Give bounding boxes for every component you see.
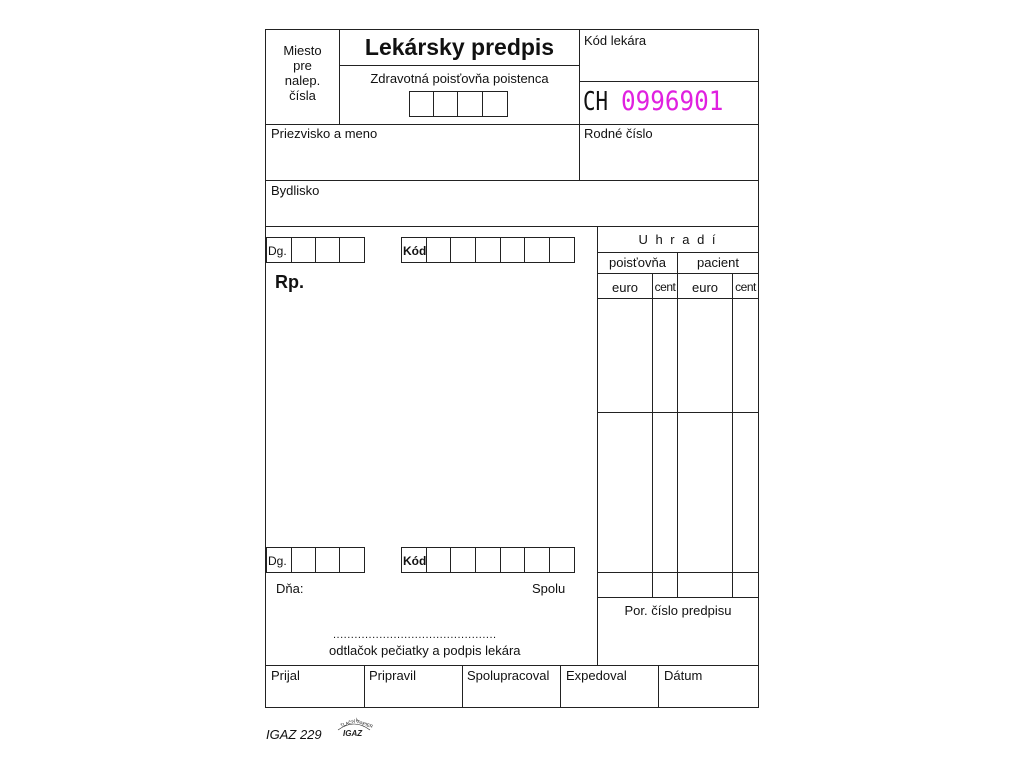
kod-box[interactable] <box>426 547 451 573</box>
kod-box[interactable] <box>450 547 476 573</box>
divider <box>732 273 733 598</box>
form-code: IGAZ 229 <box>266 727 322 742</box>
doctor-code-prefix: CH <box>583 87 609 117</box>
day-label: Dňa: <box>276 581 304 596</box>
footer-cooperated: Spolupracoval <box>467 668 550 683</box>
code-box[interactable] <box>457 91 483 117</box>
divider <box>462 665 463 708</box>
kod-box[interactable] <box>549 237 575 263</box>
divider <box>579 29 580 125</box>
kod-box[interactable] <box>549 547 575 573</box>
dg-label: Dg. <box>268 554 287 568</box>
doctor-code-label: Kód lekára <box>584 33 647 48</box>
order-number-label: Por. číslo predpisu <box>624 603 732 618</box>
form-title: Lekársky predpis <box>364 34 555 60</box>
insurer-label: Zdravotná poisťovňa poistenca <box>370 71 549 86</box>
cent-label: cent <box>735 280 756 294</box>
divider <box>597 226 759 227</box>
divider <box>658 665 659 708</box>
divider <box>652 273 653 598</box>
kod-box[interactable] <box>524 237 550 263</box>
divider <box>579 124 580 181</box>
svg-text:TLAČIVÁ: TLAČIVÁ <box>339 717 360 728</box>
kod-box[interactable] <box>524 547 550 573</box>
divider <box>758 226 759 666</box>
footer-received: Prijal <box>271 668 300 683</box>
dg-box[interactable] <box>291 547 316 573</box>
footer-prepared: Pripravil <box>369 668 416 683</box>
divider <box>339 65 580 66</box>
kod-box[interactable] <box>475 237 501 263</box>
kod-box[interactable] <box>426 237 451 263</box>
signature-dots: .............................................. <box>333 629 497 641</box>
dg-box[interactable] <box>339 547 365 573</box>
divider <box>265 226 266 666</box>
divider <box>677 252 678 598</box>
igaz-logo <box>334 716 374 742</box>
divider <box>597 412 759 413</box>
dg-box[interactable] <box>315 547 340 573</box>
code-box[interactable] <box>482 91 508 117</box>
code-box[interactable] <box>433 91 458 117</box>
divider <box>597 273 759 274</box>
divider <box>597 572 759 573</box>
sticker-line: nalep. <box>284 73 321 88</box>
pays-header: U h r a d í <box>638 232 718 247</box>
kod-box[interactable] <box>450 237 476 263</box>
dg-box[interactable] <box>291 237 316 263</box>
divider <box>579 81 759 82</box>
total-label: Spolu <box>532 581 566 596</box>
kod-label: Kód <box>403 244 427 258</box>
kod-box[interactable] <box>500 547 525 573</box>
divider <box>364 665 365 708</box>
address-row <box>265 180 759 227</box>
sticker-line: Miesto <box>283 43 322 58</box>
insurer-column-label: poisťovňa <box>609 255 666 270</box>
stamp-signature-label: odtlačok pečiatky a podpis lekára <box>329 643 521 658</box>
patient-column-label: pacient <box>697 255 739 270</box>
svg-text:IGAZ: IGAZ <box>343 729 363 738</box>
rp-label: Rp. <box>275 272 304 292</box>
dg-box[interactable] <box>315 237 340 263</box>
divider <box>597 597 759 598</box>
sticker-line: pre <box>293 58 312 73</box>
dg-box[interactable] <box>339 237 365 263</box>
code-box[interactable] <box>409 91 434 117</box>
cent-label: cent <box>654 280 676 294</box>
birth-number-label: Rodné číslo <box>584 126 653 141</box>
euro-label: euro <box>611 280 639 295</box>
kod-label: Kód <box>403 554 427 568</box>
divider <box>597 252 759 253</box>
kod-box[interactable] <box>475 547 501 573</box>
kod-box[interactable] <box>500 237 525 263</box>
name-label: Priezvisko a meno <box>271 126 378 141</box>
footer-dispatched: Expedoval <box>566 668 627 683</box>
sticker-line: čísla <box>289 88 316 103</box>
doctor-code-value: 0996901 <box>621 86 724 117</box>
divider <box>560 665 561 708</box>
svg-text:PAPIER: PAPIER <box>356 719 374 729</box>
footer-date: Dátum <box>664 668 703 683</box>
sticker-area <box>266 43 339 103</box>
euro-label: euro <box>691 280 719 295</box>
dg-label: Dg. <box>268 244 287 258</box>
divider <box>597 298 759 299</box>
address-label: Bydlisko <box>271 183 320 198</box>
